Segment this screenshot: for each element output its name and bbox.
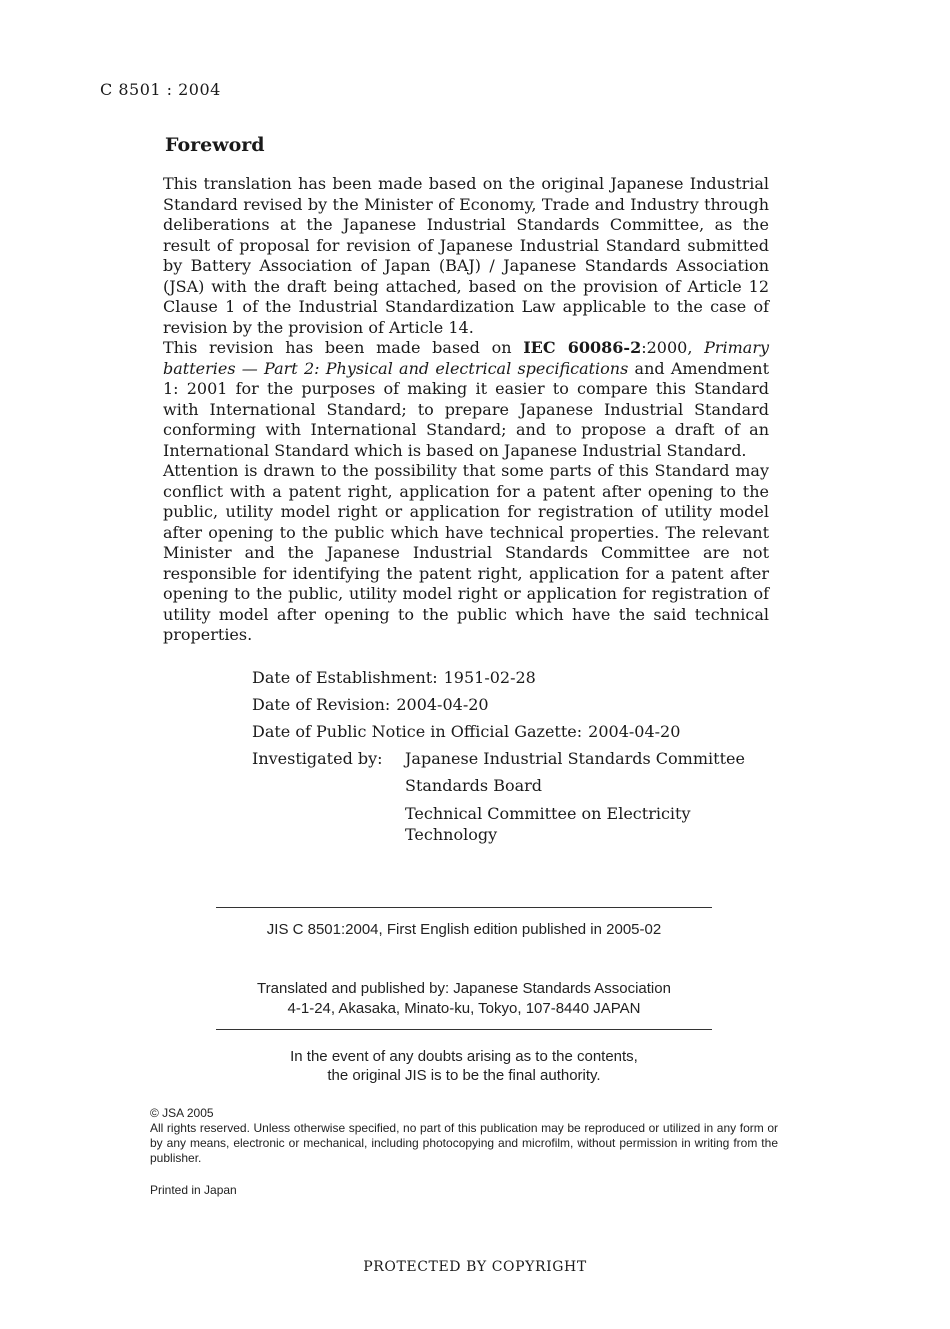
foreword-paragraph-1: This translation has been made based on the original Japanese Industrial Standard revised by the Minister of Economy, Trade and Industry through deliberations at the Japanese Industrial Standards Committee, as the result of proposal for revision of Japanese Industrial Standard submitted by Battery Association of Japan (BAJ) / Japanese Standards Association (JSA) with the draft being attached, based on the provision of Article 12 Clause 1 of the Industrial Standardization Law applicable to the case of revision by the provision of Article 14. xyxy=(163,174,769,337)
establishment-label: Date of Establishment: xyxy=(252,668,438,687)
protected-footer: PROTECTED BY COPYRIGHT xyxy=(363,1259,587,1275)
iec-year: :2000, xyxy=(641,338,705,357)
establishment-row xyxy=(252,668,792,695)
rights-reserved-text: All rights reserved. Unless otherwise specified, no part of this publication may be reproduced or utilized in any form or by any means, electronic or mechanical, including photocopying and microfilm, without permission in writing from the publisher. xyxy=(150,1121,778,1165)
publisher-address: 4-1-24, Akasaka, Minato-ku, Tokyo, 107-8440 JAPAN xyxy=(287,1000,641,1017)
investigated-label: Investigated by: xyxy=(252,749,383,768)
para2-tail: and Amendment 1: 2001 for the purposes of making it easier to compare this Standard with International Standard; to prepare Japanese Industrial Standard conforming with International Standard; and to propose a draft of an International Standard which is based on Japanese Industrial Standard. xyxy=(163,358,769,460)
dates-block xyxy=(252,668,792,852)
gazette-label: Date of Public Notice in Official Gazette: xyxy=(252,722,583,741)
revision-row xyxy=(252,695,792,722)
revision-value: 2004-04-20 xyxy=(396,695,489,714)
disclaimer-line-2: the original JIS is to be the final authority. xyxy=(327,1067,601,1084)
iec-reference: IEC 60086-2 xyxy=(523,338,642,357)
disclaimer-line-1: In the event of any doubts arising as to the contents, xyxy=(290,1048,638,1065)
copyright-notice xyxy=(150,1106,778,1166)
document-code: C 8501 : 2004 xyxy=(100,80,221,99)
revision-label: Date of Revision: xyxy=(252,695,391,714)
foreword-paragraph-2 xyxy=(163,338,769,461)
investigated-item: Japanese Industrial Standards Committee xyxy=(405,749,745,768)
investigated-row xyxy=(252,749,792,852)
iec-title: Primary batteries — Part 2: Physical and electrical specifications xyxy=(163,338,770,378)
gazette-row xyxy=(252,722,792,749)
divider-top xyxy=(216,907,712,908)
investigated-item: Standards Board xyxy=(405,776,543,795)
translator-block xyxy=(216,979,712,1019)
copyright-holder: © JSA 2005 xyxy=(150,1106,214,1120)
gazette-value: 2004-04-20 xyxy=(588,722,681,741)
divider-bottom xyxy=(216,1029,712,1030)
investigated-list xyxy=(405,749,745,852)
page-title: Foreword xyxy=(165,134,265,156)
translated-by-line: Translated and published by: Japanese Standards Association xyxy=(257,980,671,997)
establishment-value: 1951-02-28 xyxy=(443,668,536,687)
foreword-paragraph-3: Attention is drawn to the possibility that some parts of this Standard may conflict with a patent right, application for a patent after opening to the public, utility model right or application for registration of utility model after opening to the public which have technical properties. The relevant Minister and the Japanese Industrial Standards Committee are not responsible for identifying the patent right, application for a patent after opening to the public, utility model right or application for registration of utility model after opening to the public which have the said technical properties. xyxy=(163,461,769,644)
foreword-body xyxy=(163,174,769,646)
edition-line: JIS C 8501:2004, First English edition published in 2005-02 xyxy=(266,921,662,938)
investigated-item: Technical Committee on Electricity Technology xyxy=(405,804,691,844)
para2-lead: This revision has been made based on xyxy=(163,338,524,357)
printed-in: Printed in Japan xyxy=(150,1183,237,1197)
authority-disclaimer xyxy=(216,1047,712,1085)
